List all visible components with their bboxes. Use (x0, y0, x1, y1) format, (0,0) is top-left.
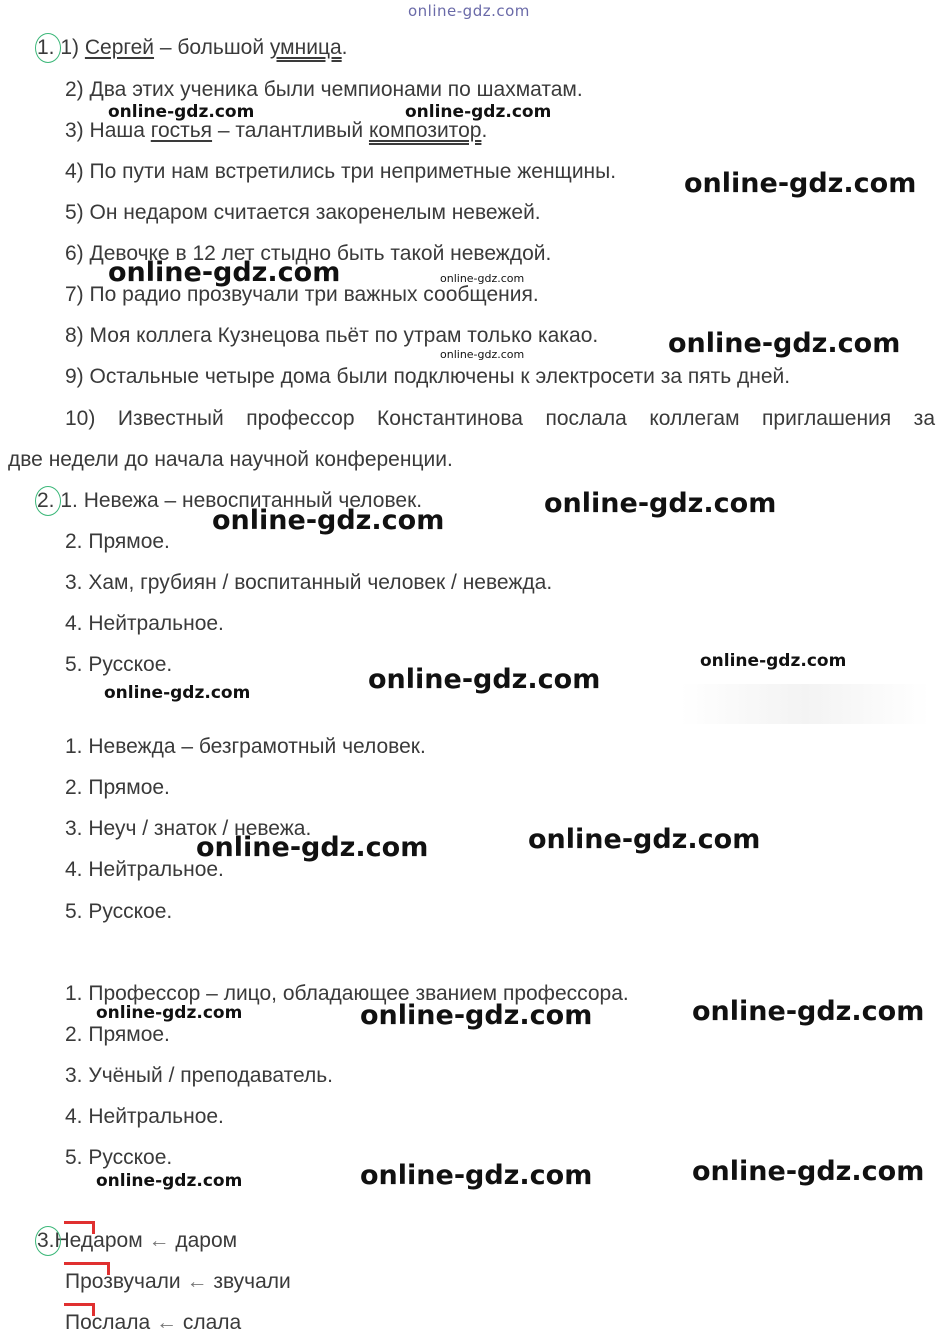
watermark: online-gdz.com (96, 1003, 243, 1023)
watermark: online-gdz.com (196, 832, 429, 863)
task2-group1-line5: 5. Русское. (65, 653, 173, 676)
arrow-left-icon: ← (148, 1229, 170, 1252)
watermark: online-gdz.com (212, 505, 445, 536)
task2-group2-line1: 1. Невежда – безграмотный человек. (65, 735, 426, 758)
predicate-word: композитор (368, 119, 482, 142)
header-watermark: online-gdz.com (408, 2, 530, 20)
watermark: online-gdz.com (684, 168, 917, 199)
task2-number: 2. (37, 488, 55, 514)
task2-group3-line5: 5. Русское. (65, 1146, 173, 1169)
task1-number: 1. (37, 35, 55, 61)
predicate-word: умница (269, 36, 342, 59)
task2-group1-line1: 2. 1. Невежа – невоспитанный человек. (37, 488, 422, 514)
task2-group1-line3: 3. Хам, грубиян / воспитанный человек / невежда. (65, 571, 553, 594)
task1-item-2: 2) Два этих ученика были чемпионами по шахматам. (65, 78, 583, 101)
task2-group1-line2: 2. Прямое. (65, 530, 170, 553)
task-number-circle (35, 486, 61, 516)
task3-item-2: Прозвучали ← звучали (65, 1270, 291, 1293)
task2-group2-line4: 4. Нейтральное. (65, 858, 224, 881)
task3-item-3: Послала ← слала (65, 1311, 242, 1334)
task1-item-7: 7) По радио прозвучали три важных сообщения. (65, 283, 539, 306)
task2-group2-line3: 3. Неуч / знаток / невежа. (65, 817, 312, 840)
task2-group3-line2: 2. Прямое. (65, 1023, 170, 1046)
watermark: online-gdz.com (668, 328, 901, 359)
watermark: online-gdz.com (692, 996, 925, 1027)
watermark: online-gdz.com (544, 488, 777, 519)
watermark: online-gdz.com (528, 824, 761, 855)
watermark: online-gdz.com (360, 1000, 593, 1031)
task3-item-1: 3.Недаром ← даром (37, 1228, 237, 1254)
arrow-left-icon: ← (155, 1311, 177, 1334)
watermark: online-gdz.com (360, 1160, 593, 1191)
task2-group3-line3: 3. Учёный / преподаватель. (65, 1064, 334, 1087)
task2-group3-line4: 4. Нейтральное. (65, 1105, 224, 1128)
task2-group2-line2: 2. Прямое. (65, 776, 170, 799)
task1-item-10: 10) Известный профессор Константинова послала коллегам приглашения за (65, 407, 935, 430)
task1-item-3: 3) Наша гостья – талантливый композитор. (65, 119, 488, 142)
task1-item-5: 5) Он недаром считается закоренелым невежей. (65, 201, 541, 224)
watermark: online-gdz.com (440, 272, 525, 285)
subject-word: Сергей (84, 36, 155, 59)
watermark: online-gdz.com (692, 1156, 925, 1187)
watermark: online-gdz.com (368, 664, 601, 695)
subject-word: гостья (150, 119, 213, 142)
watermark: online-gdz.com (104, 683, 251, 703)
task1-item-1: 1. 1) Сергей – большой умница. (37, 35, 348, 61)
task-number-circle (35, 33, 61, 63)
watermark: online-gdz.com (700, 651, 847, 671)
watermark: online-gdz.com (108, 257, 341, 288)
task1-item-9: 9) Остальные четыре дома были подключены к электросети за пять дней. (65, 365, 791, 388)
task2-group1-line4: 4. Нейтральное. (65, 612, 224, 635)
watermark: online-gdz.com (108, 102, 255, 122)
watermark: online-gdz.com (96, 1171, 243, 1191)
task2-group2-line5: 5. Русское. (65, 900, 173, 923)
task2-group3-line1: 1. Профессор – лицо, обладающее званием профессора. (65, 982, 629, 1005)
task1-item-8: 8) Моя коллега Кузнецова пьёт по утрам только какао. (65, 324, 599, 347)
task3-number: 3. (37, 1228, 55, 1254)
task-number-circle (35, 1226, 61, 1256)
task1-item-4: 4) По пути нам встретились три неприметные женщины. (65, 160, 617, 183)
watermark: online-gdz.com (405, 102, 552, 122)
task1-item-10-continuation: две недели до начала научной конференции. (8, 448, 453, 471)
arrow-left-icon: ← (186, 1270, 208, 1293)
scan-smudge (680, 684, 930, 724)
watermark: online-gdz.com (440, 348, 525, 361)
task1-item-6: 6) Девочке в 12 лет стыдно быть такой невеждой. (65, 242, 552, 265)
